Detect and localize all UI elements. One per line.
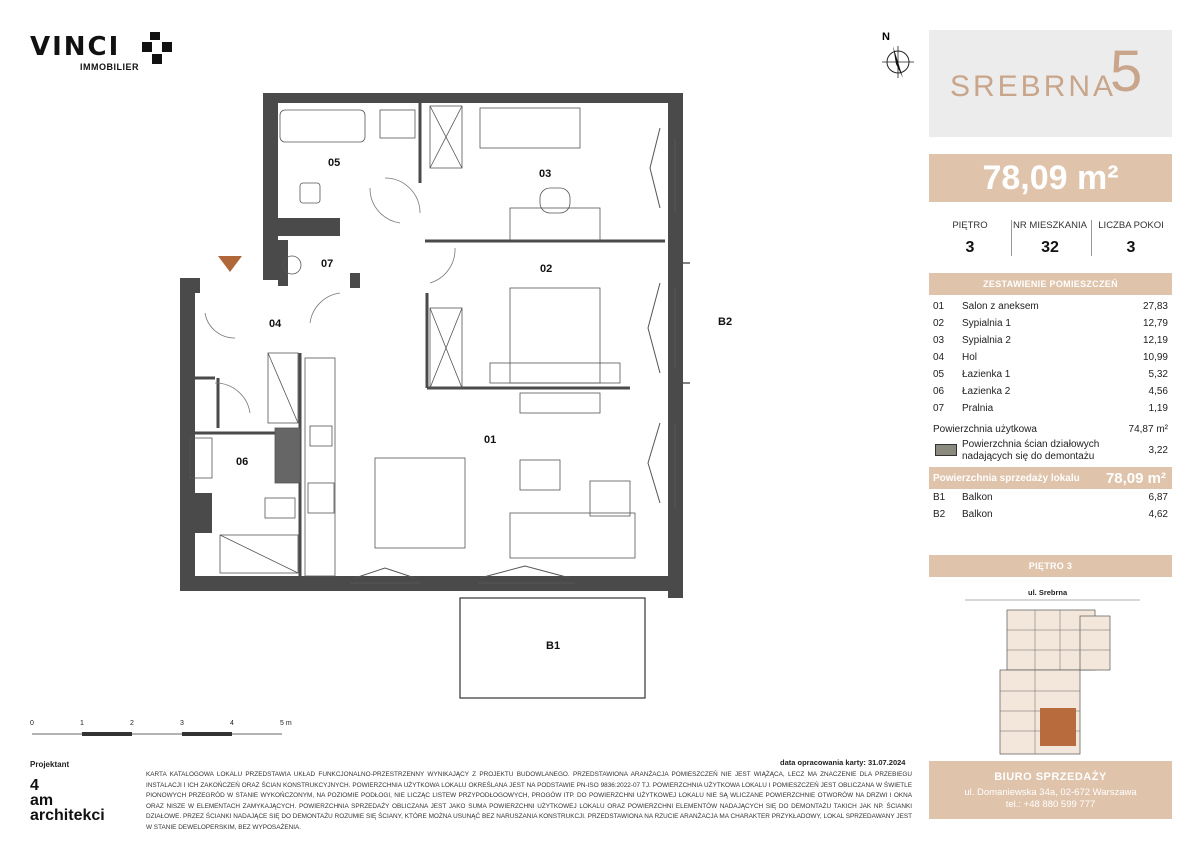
room-area: 5,32 [1148,369,1168,380]
demolishable-walls-value: 3,22 [1148,445,1168,456]
designer-label: Projektant [30,760,70,769]
room-number: 06 [933,386,945,397]
total-area-box [929,154,1172,202]
balcony-area: 6,87 [1148,492,1168,503]
stat-rooms [1091,220,1171,257]
list-item [933,349,1168,366]
stat-apartment-no-value: 32 [1041,239,1059,256]
scale-label-2: 2 [130,720,134,727]
sales-office-address: ul. Domaniewska 34a, 02-672 Warszawa [964,787,1137,798]
apartment-highlight [1040,708,1076,746]
scale-label-0: 0 [30,720,34,727]
scale-label-1: 1 [80,720,84,727]
room-label-b1: B1 [546,640,561,652]
architect-logo-line1: 4 [30,777,39,794]
demolishable-wall-swatch [935,444,957,456]
demolishable-walls-label-line2: nadających się do demontażu [962,451,1095,462]
room-name: Łazienka 1 [962,369,1011,380]
scale-label-5: 5 m [280,720,292,727]
room-label-b2: B2 [718,316,733,328]
list-item [933,506,1168,523]
outer-walls [180,93,683,598]
vinci-logo: VINCI [30,32,121,62]
sales-area-bar [929,467,1172,489]
room-name: Pralnia [962,403,994,414]
stat-rooms-label: LICZBA POKOI [1098,220,1164,231]
room-label-04: 04 [269,318,282,330]
room-number: 01 [933,301,945,312]
room-number: 04 [933,352,945,363]
entrance-marker [218,256,242,272]
room-name: Salon z aneksem [962,301,1039,312]
usable-area-value: 74,87 m² [1128,424,1168,435]
scale-bar [28,720,298,740]
room-number: 07 [933,403,945,414]
room-number: 02 [933,318,945,329]
list-item [933,400,1168,417]
sales-office-title: BIURO SPRZEDAŻY [994,771,1107,783]
room-name: Sypialnia 2 [962,335,1011,346]
list-item [933,489,1168,506]
demolishable-walls-label-line1: Powierzchnia ścian działowych [962,439,1100,450]
architect-logo-line2: am [30,792,54,809]
balcony-name: Balkon [962,509,993,520]
room-area: 12,79 [1142,318,1168,329]
room-area: 10,99 [1142,352,1168,363]
disclaimer-text: KARTA KATALOGOWA LOKALU PRZEDSTAWIA UKŁAD FUNKCJONALNO-PRZESTRZENNY WYNIKAJĄCY Z PROJEKTU BUDOWLANEGO. PRZEDSTAWIONA ARANŻACJA POMIESZCZEŃ NIE JEST WIĄŻĄCA, LECZ MA ZNACZENIE DLA PRZEBIEGU INSTALACJI I ICH ZAKOŃCZEŃ ORAZ ŚCIAN KONSTRUKCYJNYCH. POWIERZCHNIA UŻYTKOWA LOKALU OKREŚLANA JEST NA PODSTAWIE PN-ISO 9836:2022-07 TJ. POWIERZCHNIA UŻYTKOWA LOKALU I POMIESZCZEŃ JEST OBLICZANA W ŚWIETLE PIONOWYCH PRZEGRÓD W STANIE WYKOŃCZONYM, NA POZIOMIE PODŁOGI, NIE LICZĄC LISTEW PRZYPODŁOGOWYCH, PROGÓW ITP. DO POWIERZCHNI UŻYTKOWEJ LOKALU NIE SĄ WLICZANE POWIERZCHNIE OTWORÓW NA DRZWI I OKNA ORAZ NISZE W ELEMENTACH ZAMYKAJĄCYCH. POWIERZCHNIA SPRZEDAŻY OBLICZANA JEST JAKO SUMA POWIERZCHNI UŻYTKOWEJ LOKALU ORAZ POWIERZCHNI ELEMENTÓW NADAJĄCYCH SIĘ DO DEMONTAŻU TAKICH JAK NP. ŚCIANKI DZIAŁOWE. PRZEZ ŚCIANKI NADAJĄCE SIĘ DO DEMONTAŻU ROZUMIE SIĘ ŚCIANY, KTÓRE MOŻNA USUNĄĆ BEZ NARUSZANIA KONSTRUKCJI. PRZEDSTAWIONA NA RZUCIE ARANŻACJA MA CHARAKTER PRZYKŁADOWY, LOKAL SPRZEDAWANY JEST W STANIE DEWELOPERSKIM, BEZ WYPOSAŻENIA. [146,771,912,831]
doors [205,178,455,413]
balcony-number: B2 [933,509,946,520]
sales-office-phone[interactable]: tel.: +48 880 599 777 [1005,799,1096,810]
sales-area-value: 78,09 m² [1105,469,1166,487]
room-area: 27,83 [1142,301,1168,312]
architect-logo-line3: architekci [30,807,105,824]
list-item [933,366,1168,383]
list-item [933,332,1168,349]
floor-plan [170,88,690,718]
sales-area-label: Powierzchnia sprzedaży lokalu [933,472,1080,484]
development-number: 5 [1110,39,1143,104]
room-label-05: 05 [328,157,341,169]
room-name: Łazienka 2 [962,386,1011,397]
card-date: data opracowania karty: 31.07.2024 [780,758,906,767]
room-area: 1,19 [1148,403,1168,414]
balcony-name: Balkon [962,492,993,503]
room-label-06: 06 [236,456,249,468]
compass-north-label: N [882,31,890,43]
demolishable-walls-label [962,439,1099,463]
fixtures [190,106,635,576]
room-number: 03 [933,335,945,346]
room-area: 4,56 [1148,386,1168,397]
scale-label-3: 3 [180,720,184,727]
vinci-logo-subtitle: IMMOBILIER [80,62,139,72]
room-label-02: 02 [540,263,553,275]
room-number: 05 [933,369,945,380]
room-label-07: 07 [321,258,334,270]
balcony-area: 4,62 [1148,509,1168,520]
building-key-plan [965,596,1145,756]
stat-apartment-no [1010,220,1090,257]
windows [350,128,675,583]
stat-floor-value: 3 [965,239,975,256]
vinci-logo-mark [140,30,182,72]
room-label-01: 01 [484,434,497,446]
architect-logo [30,778,105,823]
stat-floor [930,220,1010,257]
sales-office-box [929,761,1172,819]
room-label-03: 03 [539,168,552,180]
usable-area-row [933,421,1168,438]
scale-label-4: 4 [230,720,234,727]
room-name: Hol [962,352,978,363]
stat-floor-label: PIĘTRO [952,220,988,231]
stat-apartment-no-label: NR MIESZKANIA [1013,220,1087,231]
balcony-number: B1 [933,492,946,503]
list-item [933,298,1168,315]
room-name: Sypialnia 1 [962,318,1011,329]
stat-rooms-value: 3 [1126,239,1136,256]
usable-area-label: Powierzchnia użytkowa [933,424,1037,435]
total-area: 78,09 m² [982,158,1119,197]
floor-section-title: PIĘTRO 3 [929,555,1172,577]
street-label: ul. Srebrna [1028,588,1068,597]
development-name: SREBRNA [950,70,1117,103]
rooms-section-title: ZESTAWIENIE POMIESZCZEŃ [929,273,1172,295]
room-area: 12,19 [1142,335,1168,346]
list-item [933,383,1168,400]
list-item [933,315,1168,332]
compass-icon [868,24,914,80]
